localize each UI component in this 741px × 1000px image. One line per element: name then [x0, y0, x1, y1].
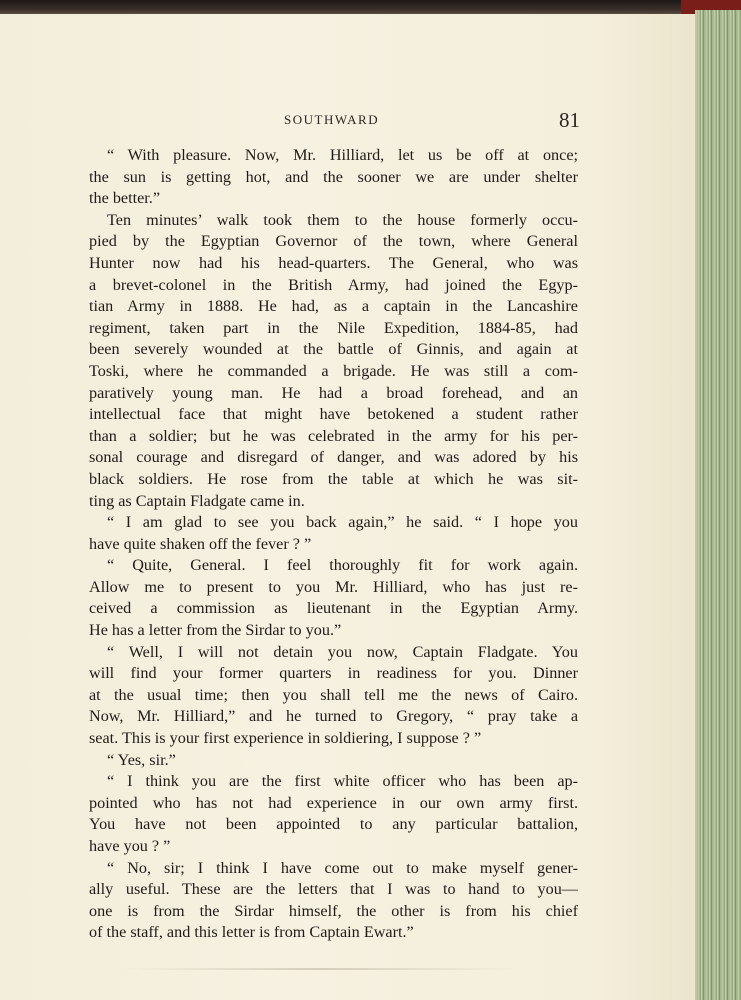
- text-line: a brevet-colonel in the British Army, had joined the Egyp-: [89, 275, 578, 294]
- text-line: “ I think you are the first white officer who has been ap-: [107, 772, 578, 791]
- text-line: “ I am glad to see you back again,” he said. “ I hope you: [107, 513, 578, 532]
- body-text: [89, 145, 578, 944]
- text-line: ally useful. These are the letters that I was to hand to you—: [89, 880, 578, 899]
- text-line: seat. This is your first experience in soldiering, I suppose ? ”: [89, 729, 482, 748]
- text-line: Allow me to present to you Mr. Hilliard, who has just re-: [89, 577, 578, 596]
- page-smudge: [120, 968, 520, 970]
- text-line: “ Yes, sir.”: [107, 750, 176, 769]
- text-line: Now, Mr. Hilliard,” and he turned to Gregory, “ pray take a: [89, 707, 578, 726]
- text-line: “ No, sir; I think I have come out to make myself gener-: [107, 858, 578, 877]
- text-line: black soldiers. He rose from the table at which he was sit-: [89, 469, 578, 488]
- text-line: You have not been appointed to any particular battalion,: [89, 815, 578, 834]
- text-line: the sun is getting hot, and the sooner we are under shelter: [89, 167, 578, 186]
- page-number: 81: [559, 108, 580, 132]
- text-line: “ With pleasure. Now, Mr. Hilliard, let us be off at once;: [107, 146, 578, 164]
- text-line: “ Well, I will not detain you now, Captain Fladgate. You: [107, 642, 578, 661]
- text-line: Toski, where he commanded a brigade. He was still a com-: [89, 361, 578, 380]
- text-line: pointed who has not had experience in our own army first.: [89, 793, 578, 812]
- text-line: have quite shaken off the fever ? ”: [89, 534, 312, 553]
- page-edges: [695, 10, 741, 1000]
- page-header: [0, 108, 700, 136]
- text-line: tian Army in 1888. He had, as a captain in the Lancashire: [89, 297, 578, 316]
- text-line: paratively young man. He had a broad forehead, and an: [89, 383, 578, 402]
- text-line: ceived a commission as lieutenant in the Egyptian Army.: [89, 599, 578, 618]
- text-line: than a soldier; but he was celebrated in the army for his per-: [89, 426, 578, 445]
- text-line: regiment, taken part in the Nile Expedition, 1884-85, had: [89, 318, 578, 337]
- text-line: will find your former quarters in readiness for you. Dinner: [89, 664, 578, 683]
- text-line: Hunter now had his head-quarters. The General, who was: [89, 253, 578, 272]
- text-line: pied by the Egyptian Governor of the town, where General: [89, 232, 578, 251]
- text-line: one is from the Sirdar himself, the other is from his chief: [89, 901, 578, 920]
- text-line: Ten minutes’ walk took them to the house formerly occu-: [107, 210, 578, 229]
- text-line: “ Quite, General. I feel thoroughly fit for work again.: [107, 556, 578, 575]
- text-line: the better.”: [89, 189, 161, 208]
- text-line: ting as Captain Fladgate came in.: [89, 491, 305, 510]
- text-line: at the usual time; then you shall tell me the news of Cairo.: [89, 685, 578, 704]
- text-line: been severely wounded at the battle of Ginnis, and again at: [89, 340, 578, 359]
- text-line: sonal courage and disregard of danger, and was adored by his: [89, 448, 578, 467]
- text-line: have you ? ”: [89, 837, 171, 855]
- text-line: of the staff, and this letter is from Captain Ewart.”: [89, 923, 414, 942]
- text-line: He has a letter from the Sirdar to you.”: [89, 621, 342, 640]
- text-line: intellectual face that might have betokened a student rather: [89, 405, 578, 424]
- running-head: SOUTHWARD: [284, 112, 380, 127]
